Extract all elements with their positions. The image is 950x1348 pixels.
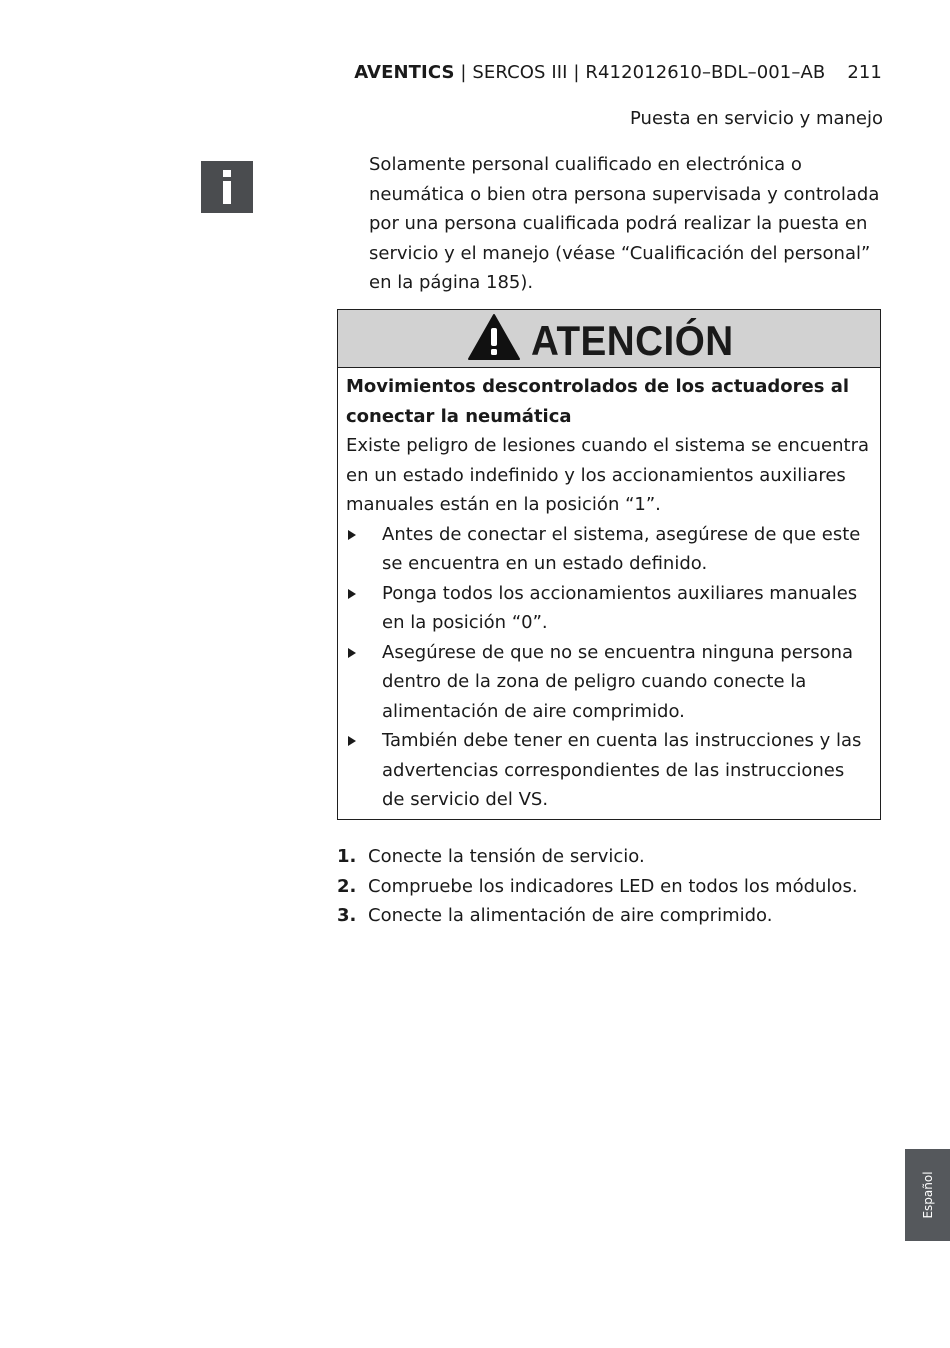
warning-bullet-list: [346, 520, 872, 815]
warning-subtitle: Movimientos descontrolados de los actuadores al conectar la neumática: [346, 376, 850, 427]
header-document-id: [354, 62, 882, 83]
header-brand: AVENTICS: [354, 62, 455, 83]
list-item: Antes de conectar el sistema, asegúrese de que este se encuentra en un estado definido.: [346, 520, 872, 579]
warning-body: [338, 368, 880, 815]
bullet-arrow-icon: [348, 736, 356, 746]
step-item: 1. Conecte la tensión de servicio.: [337, 846, 645, 867]
warning-triangle-icon: [467, 313, 521, 361]
language-tab: [905, 1149, 950, 1241]
bullet-arrow-icon: [348, 648, 356, 658]
warning-title: ATENCIÓN: [530, 316, 734, 364]
language-tab-label: Español: [920, 1171, 935, 1219]
warning-description: Existe peligro de lesiones cuando el sistema se encuentra en un estado indefinido y los accionamientos auxiliares manuales están en la posición “1”.: [346, 435, 870, 515]
warning-box: [337, 309, 881, 820]
info-note-text: Solamente personal cualificado en electrónica o neumática o bien otra persona supervisada y controlada por una persona cualificada podrá realizar la puesta en servicio y el manejo (véase “Cualificación del personal” en la página 185).: [369, 154, 880, 293]
section-title: Puesta en servicio y manejo: [630, 108, 883, 129]
step-item: 2. Compruebe los indicadores LED en todos los módulos.: [337, 875, 858, 897]
list-item: Asegúrese de que no se encuentra ninguna persona dentro de la zona de peligro cuando conecte la alimentación de aire comprimido.: [346, 638, 872, 727]
info-icon: [201, 161, 253, 213]
list-item: Ponga todos los accionamientos auxiliares manuales en la posición “0”.: [346, 579, 872, 638]
step-item: 3. Conecte la alimentación de aire comprimido.: [337, 905, 773, 926]
warning-header: [338, 310, 880, 368]
list-item: También debe tener en cuenta las instrucciones y las advertencias correspondientes de las instrucciones de servicio del VS.: [346, 726, 872, 815]
bullet-arrow-icon: [348, 589, 356, 599]
page-number: 211: [847, 62, 882, 83]
header-product-code: | SERCOS III | R412012610–BDL–001–AB: [454, 62, 826, 83]
procedure-steps: [337, 842, 897, 931]
bullet-arrow-icon: [348, 530, 356, 540]
